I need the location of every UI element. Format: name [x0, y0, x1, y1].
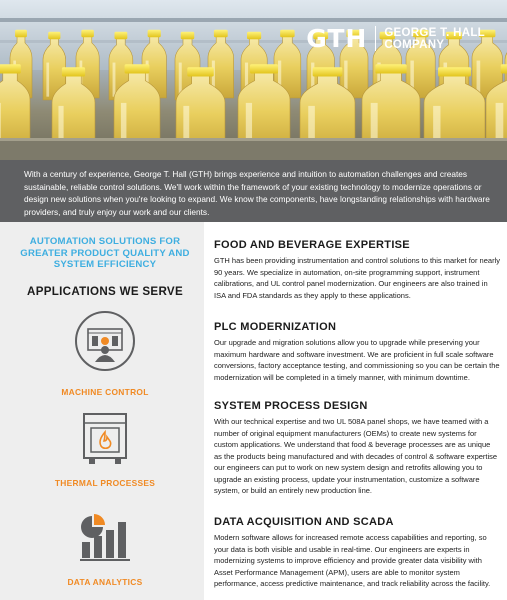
section-body: With our technical expertise and two UL 508A panel shops, we have teamed with a number of original equipment manufacturers (OEMs) to create new systems for custom applications. We understand that food & beverage processes are as unique as the products being manufactured and with decades of control & software expertise our engineers can put to work on new system design and retrofits allowing you to upgrade an existing process, update your instrumentation, customize a software system, or build an entirely new production line.	[214, 417, 498, 495]
data-analytics-icon	[78, 508, 134, 564]
bottle-highlight	[113, 63, 116, 97]
thermal-process-icon	[80, 410, 130, 470]
section-data-acquisition-scada	[214, 516, 500, 590]
application-label-data-analytics: DATA ANALYTICS	[67, 577, 143, 587]
logo-text	[384, 27, 485, 51]
section-body: Modern software allows for increased remote access capabilities and reporting, so your data is both visible and usable in real-time. Our engineers are experts in modernizing systems to improve efficiency and provide greater data visibility with Asset Performance Management (APM), users are able to monitor system performance, access predictive maintenance, and track reliability across the facility.	[214, 533, 491, 588]
applications-heading: APPLICATIONS WE SERVE	[27, 285, 183, 298]
section-body: GTH has been providing instrumentation and control solutions to this market for nearly 90 years. We specialize in automation, on-site programming support, instrument calibrations, and UL control panel modernization. Our engineers are also trained in ISA and FDA standards as they apply to these applications.	[214, 256, 500, 300]
bottle-cap	[48, 32, 60, 39]
intro-paragraph: With a century of experience, George T. Hall (GTH) brings experience and intuition to automation challenges and creates sustainable, reliable control solutions. We'll work within the framework of your existing technology to modernize operations or design new solutions when you're looking to expand. We know the components, have longstanding relationships with hardware providers, and truly enjoy our work and our clients.	[0, 160, 507, 222]
bottle-cap	[501, 64, 507, 73]
bottle-highlight	[477, 61, 481, 95]
bottle-cap	[438, 67, 471, 76]
content-column	[214, 222, 500, 600]
section-plc-modernization	[214, 321, 500, 383]
applications-sidebar	[0, 222, 204, 600]
company-logo	[306, 26, 485, 51]
section-title: SYSTEM PROCESS DESIGN	[214, 400, 368, 412]
hero-image	[0, 0, 507, 160]
bottle-cap	[148, 30, 161, 37]
bottle-cap	[15, 30, 27, 37]
bottle-cap	[0, 64, 21, 73]
bottle-cap	[81, 30, 94, 37]
bottle-cap	[247, 32, 261, 39]
bottle-cap	[125, 64, 150, 73]
bottle-cap	[250, 64, 278, 73]
bottle-highlight	[46, 63, 49, 97]
bottle-cap	[187, 67, 213, 76]
bottle-cap	[214, 30, 228, 37]
logo-line-2: COMPANY	[384, 38, 445, 51]
sidebar-tagline: AUTOMATION SOLUTIONS FOR GREATER PRODUCT QUALITY AND SYSTEM EFFICIENCY	[20, 236, 190, 271]
machine-control-icon	[74, 310, 136, 372]
bottle-cap	[313, 67, 343, 76]
logo-mark: GTH	[306, 26, 376, 51]
application-label-machine-control: MACHINE CONTROL	[61, 387, 149, 397]
logo-line-1: GEORGE T. HALL	[384, 26, 485, 39]
section-title: DATA ACQUISITION AND SCADA	[214, 516, 394, 528]
bottles-illustration	[0, 0, 507, 160]
section-body: Our upgrade and migration solutions allow you to upgrade while preserving your maximum hardware and software investment. We are proficient in full scale software conversions, factory acceptance testing, and commissioning so you can be certain the modernization will be completed in a timely manner, with minimum downtime.	[214, 338, 500, 382]
section-title: PLC MODERNIZATION	[214, 321, 337, 333]
bottle-cap	[181, 32, 195, 39]
section-title: FOOD AND BEVERAGE EXPERTISE	[214, 239, 410, 251]
section-food-beverage	[214, 239, 500, 301]
section-system-process-design	[214, 400, 500, 497]
bottle-cap	[375, 64, 406, 73]
bottle-cap	[62, 67, 85, 76]
bottle-cap	[280, 30, 294, 37]
application-label-thermal-processes: THERMAL PROCESSES	[54, 478, 156, 488]
bottle-cap	[114, 32, 127, 39]
